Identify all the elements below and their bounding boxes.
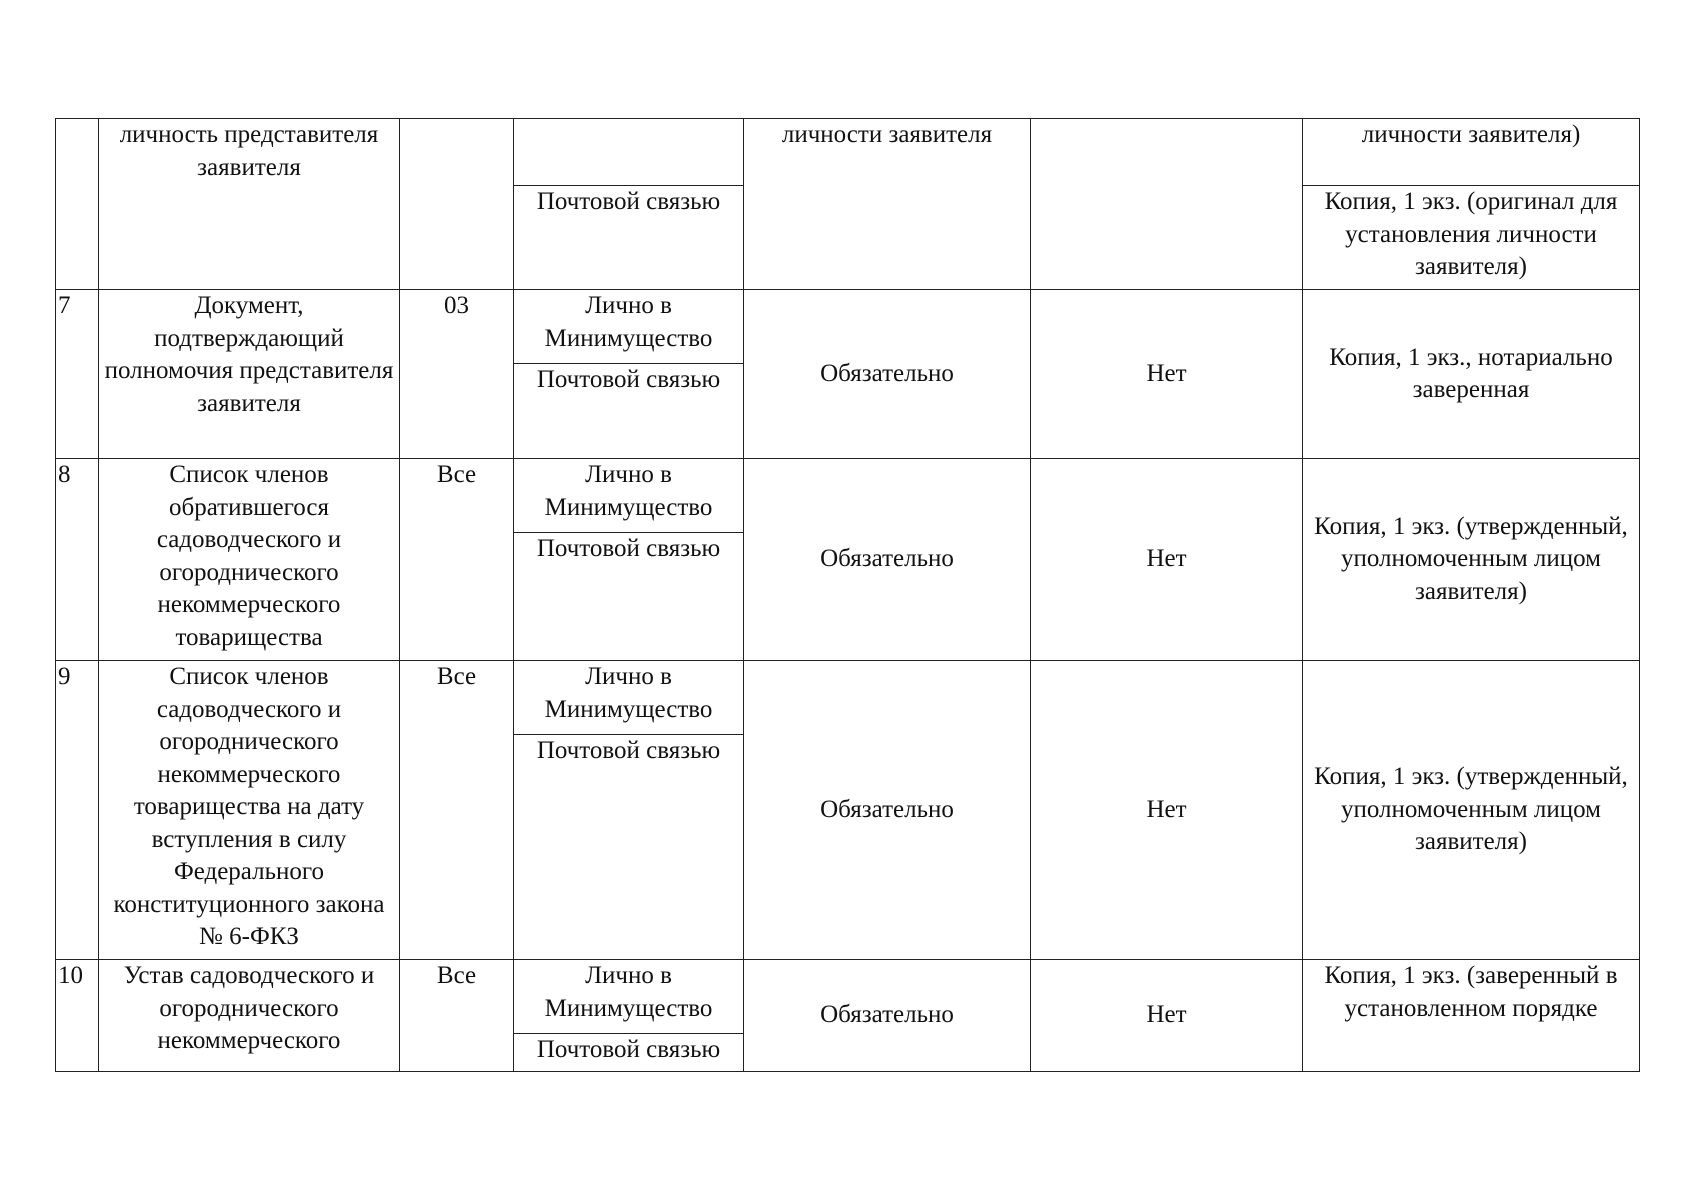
submission-method-cell: Лично в Минимущество — [514, 661, 744, 735]
submission-method-cell: Почтовой связью — [514, 364, 744, 459]
copy-form-cell: Копия, 1 экз. (оригинал для установления личности заявителя) — [1303, 186, 1640, 290]
submission-method-cell: Лично в Минимущество — [514, 290, 744, 364]
table-row — [56, 119, 1640, 186]
submission-method-cell: Почтовой связью — [514, 1034, 744, 1072]
document-name-cell: Список членов обратившегося садоводческого и огороднического некоммерческого товарищества — [99, 459, 400, 661]
requirement-cell: Обязательно — [744, 661, 1031, 960]
document-page — [55, 118, 1639, 1072]
document-name-cell: Документ, подтверждающий полномочия представителя заявителя — [99, 290, 400, 459]
applicant-category-cell — [400, 119, 514, 290]
applicant-category-cell: Все — [400, 960, 514, 1072]
submission-method-cell: Почтовой связью — [514, 533, 744, 661]
applicant-category-cell: Все — [400, 459, 514, 661]
row-number-cell: 7 — [56, 290, 99, 459]
copy-form-cell: Копия, 1 экз. (заверенный в установленном порядке — [1303, 960, 1640, 1072]
copy-form-cell: личности заявителя) — [1303, 119, 1640, 186]
documents-table — [55, 118, 1640, 1072]
copy-form-cell: Копия, 1 экз. (утвержденный, уполномоченным лицом заявителя) — [1303, 661, 1640, 960]
requirement-cell: личности заявителя — [744, 119, 1031, 290]
free-form-cell: Нет — [1031, 290, 1303, 459]
table-row — [56, 290, 1640, 364]
document-name-cell: Устав садоводческого и огороднического некоммерческого — [99, 960, 400, 1072]
free-form-cell: Нет — [1031, 960, 1303, 1072]
copy-form-cell: Копия, 1 экз. (утвержденный, уполномоченным лицом заявителя) — [1303, 459, 1640, 661]
submission-method-cell: Лично в Минимущество — [514, 459, 744, 533]
row-number-cell — [56, 119, 99, 290]
row-number-cell: 10 — [56, 960, 99, 1072]
submission-method-cell: Лично в Минимущество — [514, 960, 744, 1034]
applicant-category-cell: Все — [400, 661, 514, 960]
row-number-cell: 8 — [56, 459, 99, 661]
copy-form-cell: Копия, 1 экз., нотариально заверенная — [1303, 290, 1640, 459]
requirement-cell: Обязательно — [744, 960, 1031, 1072]
document-name-cell: Список членов садоводческого и огороднического некоммерческого товарищества на дату вступления в силу Федерального конституционного закона № 6-ФКЗ — [99, 661, 400, 960]
document-name-cell: личность представителя заявителя — [99, 119, 400, 290]
free-form-cell — [1031, 119, 1303, 290]
table-row — [56, 459, 1640, 533]
applicant-category-cell: 03 — [400, 290, 514, 459]
table-row — [56, 661, 1640, 735]
submission-method-cell: Почтовой связью — [514, 186, 744, 290]
requirement-cell: Обязательно — [744, 290, 1031, 459]
row-number-cell: 9 — [56, 661, 99, 960]
requirement-cell: Обязательно — [744, 459, 1031, 661]
submission-method-cell: Почтовой связью — [514, 735, 744, 960]
free-form-cell: Нет — [1031, 459, 1303, 661]
table-row — [56, 960, 1640, 1034]
free-form-cell: Нет — [1031, 661, 1303, 960]
submission-method-cell — [514, 119, 744, 186]
